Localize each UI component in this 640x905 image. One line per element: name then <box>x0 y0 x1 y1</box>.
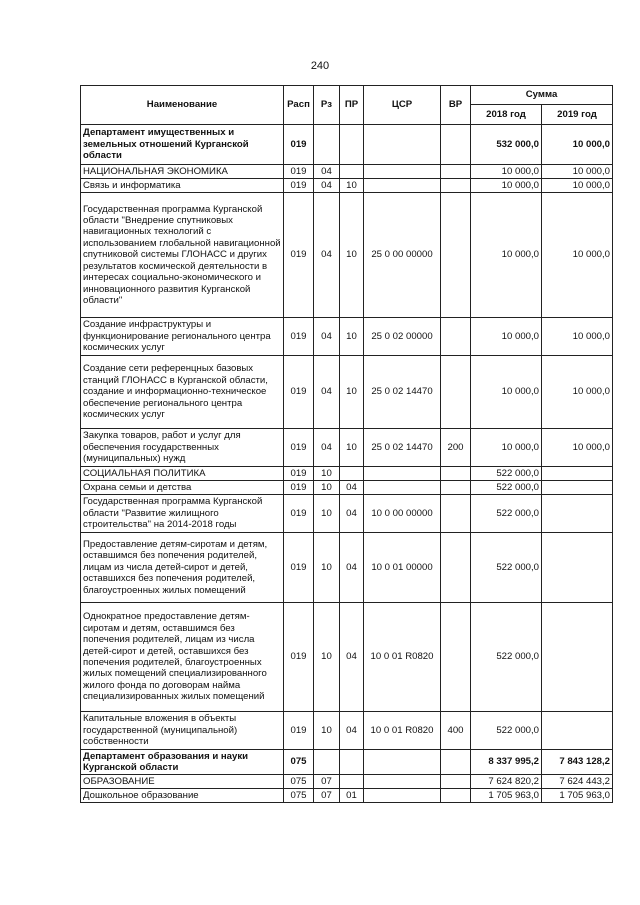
cell-pr: 10 <box>340 179 364 193</box>
cell-y2018: 7 624 820,2 <box>471 775 542 789</box>
cell-vr <box>441 603 471 712</box>
cell-csr: 25 0 00 00000 <box>364 193 441 318</box>
header-sum: Сумма <box>471 86 613 105</box>
cell-name: ОБРАЗОВАНИЕ <box>81 775 284 789</box>
cell-rasp: 019 <box>284 179 314 193</box>
budget-table <box>80 85 613 803</box>
cell-y2019: 10 000,0 <box>542 179 613 193</box>
cell-y2018: 10 000,0 <box>471 179 542 193</box>
cell-csr <box>364 467 441 481</box>
cell-y2018: 522 000,0 <box>471 481 542 495</box>
cell-csr: 10 0 01 R0820 <box>364 603 441 712</box>
cell-name: НАЦИОНАЛЬНАЯ ЭКОНОМИКА <box>81 165 284 179</box>
cell-rz: 07 <box>314 775 340 789</box>
cell-name: Капитальные вложения в объекты государственной (муниципальной) собственности <box>81 712 284 750</box>
cell-y2018: 522 000,0 <box>471 467 542 481</box>
cell-y2019: 7 843 128,2 <box>542 750 613 775</box>
cell-y2018: 522 000,0 <box>471 712 542 750</box>
cell-rz: 10 <box>314 533 340 603</box>
table-row <box>81 193 613 318</box>
cell-name: Дошкольное образование <box>81 789 284 803</box>
cell-y2018: 1 705 963,0 <box>471 789 542 803</box>
cell-pr: 04 <box>340 712 364 750</box>
cell-csr: 10 0 01 00000 <box>364 533 441 603</box>
cell-csr <box>364 789 441 803</box>
cell-y2019: 10 000,0 <box>542 193 613 318</box>
cell-rasp: 019 <box>284 712 314 750</box>
header-name: Наименование <box>81 86 284 125</box>
table-row <box>81 125 613 165</box>
header-2019: 2019 год <box>542 105 613 125</box>
cell-pr <box>340 750 364 775</box>
cell-name: Охрана семьи и детства <box>81 481 284 495</box>
cell-pr: 10 <box>340 356 364 429</box>
cell-vr: 400 <box>441 712 471 750</box>
table-row <box>81 481 613 495</box>
cell-csr: 10 0 00 00000 <box>364 495 441 533</box>
cell-vr <box>441 789 471 803</box>
cell-csr: 10 0 01 R0820 <box>364 712 441 750</box>
table-row <box>81 750 613 775</box>
cell-name: Закупка товаров, работ и услуг для обеспечения государственных (муниципальных) нужд <box>81 429 284 467</box>
cell-y2019: 10 000,0 <box>542 318 613 356</box>
cell-csr <box>364 481 441 495</box>
cell-vr <box>441 125 471 165</box>
cell-y2019 <box>542 481 613 495</box>
cell-vr <box>441 467 471 481</box>
cell-y2018: 522 000,0 <box>471 603 542 712</box>
cell-rasp: 075 <box>284 750 314 775</box>
cell-y2019 <box>542 603 613 712</box>
cell-pr: 10 <box>340 429 364 467</box>
cell-vr: 200 <box>441 429 471 467</box>
cell-rasp: 019 <box>284 125 314 165</box>
cell-rasp: 019 <box>284 495 314 533</box>
cell-rz: 10 <box>314 481 340 495</box>
cell-rz: 04 <box>314 165 340 179</box>
cell-pr: 04 <box>340 481 364 495</box>
cell-rz <box>314 125 340 165</box>
header-rasp: Расп <box>284 86 314 125</box>
cell-name: Государственная программа Курганской области "Развитие жилищного строительства" на 2014-2018 годы <box>81 495 284 533</box>
cell-rasp: 075 <box>284 789 314 803</box>
cell-pr: 10 <box>340 193 364 318</box>
cell-rasp: 019 <box>284 481 314 495</box>
cell-vr <box>441 165 471 179</box>
table-row <box>81 495 613 533</box>
cell-rasp: 019 <box>284 467 314 481</box>
cell-vr <box>441 179 471 193</box>
header-csr: ЦСР <box>364 86 441 125</box>
cell-csr <box>364 775 441 789</box>
cell-y2018: 522 000,0 <box>471 533 542 603</box>
cell-y2019: 7 624 443,2 <box>542 775 613 789</box>
table-row <box>81 533 613 603</box>
cell-rz <box>314 750 340 775</box>
cell-vr <box>441 481 471 495</box>
cell-pr: 10 <box>340 318 364 356</box>
cell-rasp: 019 <box>284 318 314 356</box>
table-row <box>81 318 613 356</box>
cell-y2019 <box>542 467 613 481</box>
cell-vr <box>441 495 471 533</box>
cell-rz: 04 <box>314 356 340 429</box>
cell-y2018: 10 000,0 <box>471 318 542 356</box>
table-row <box>81 356 613 429</box>
cell-name: Государственная программа Курганской области "Внедрение спутниковых навигационных технологий с использованием глобальной навигационной спутниковой системы ГЛОНАСС и других результатов космической деятельности в интересах социально-экономического и инновационного развития Курганской области" <box>81 193 284 318</box>
cell-y2019: 10 000,0 <box>542 356 613 429</box>
cell-name: Департамент имущественных и земельных отношений Курганской области <box>81 125 284 165</box>
cell-y2019 <box>542 495 613 533</box>
cell-rasp: 019 <box>284 193 314 318</box>
table-row <box>81 429 613 467</box>
cell-y2018: 10 000,0 <box>471 429 542 467</box>
cell-name: Создание инфраструктуры и функционирование регионального центра космических услуг <box>81 318 284 356</box>
cell-csr: 25 0 02 14470 <box>364 356 441 429</box>
cell-pr <box>340 775 364 789</box>
cell-y2018: 10 000,0 <box>471 356 542 429</box>
table-row <box>81 712 613 750</box>
cell-rz: 04 <box>314 193 340 318</box>
table-row <box>81 789 613 803</box>
cell-csr: 25 0 02 14470 <box>364 429 441 467</box>
cell-y2019: 10 000,0 <box>542 125 613 165</box>
cell-y2019: 10 000,0 <box>542 165 613 179</box>
cell-name: Создание сети референцных базовых станций ГЛОНАСС в Курганской области, создание и информационно-техническое обеспечение регионального центра космических услуг <box>81 356 284 429</box>
cell-rasp: 019 <box>284 165 314 179</box>
cell-csr <box>364 750 441 775</box>
table-row <box>81 179 613 193</box>
cell-name: СОЦИАЛЬНАЯ ПОЛИТИКА <box>81 467 284 481</box>
cell-name: Однократное предоставление детям-сиротам и детям, оставшимся без попечения родителей, лицам из числа детей-сирот и детей, оставшихся без попечения родителей, благоустроенных жилых помещений специализированного жилого фонда по договорам найма специализированных жилых помещений <box>81 603 284 712</box>
cell-rasp: 019 <box>284 533 314 603</box>
cell-rz: 10 <box>314 467 340 481</box>
cell-pr: 04 <box>340 495 364 533</box>
cell-csr <box>364 165 441 179</box>
cell-y2018: 532 000,0 <box>471 125 542 165</box>
cell-rz: 04 <box>314 179 340 193</box>
cell-csr <box>364 125 441 165</box>
cell-y2018: 10 000,0 <box>471 165 542 179</box>
table-body <box>81 125 613 803</box>
cell-vr <box>441 318 471 356</box>
page-number: 240 <box>310 60 330 72</box>
cell-rasp: 075 <box>284 775 314 789</box>
cell-rz: 04 <box>314 318 340 356</box>
header-pr: ПР <box>340 86 364 125</box>
cell-rz: 10 <box>314 603 340 712</box>
cell-vr <box>441 750 471 775</box>
cell-pr <box>340 165 364 179</box>
cell-rz: 07 <box>314 789 340 803</box>
header-vr: ВР <box>441 86 471 125</box>
table-row <box>81 467 613 481</box>
table-row <box>81 165 613 179</box>
cell-vr <box>441 533 471 603</box>
cell-name: Связь и информатика <box>81 179 284 193</box>
header-rz: Рз <box>314 86 340 125</box>
cell-pr: 04 <box>340 603 364 712</box>
table-row <box>81 603 613 712</box>
cell-rz: 10 <box>314 712 340 750</box>
cell-y2018: 10 000,0 <box>471 193 542 318</box>
cell-y2019 <box>542 533 613 603</box>
cell-vr <box>441 356 471 429</box>
cell-y2019 <box>542 712 613 750</box>
cell-name: Предоставление детям-сиротам и детям, оставшимся без попечения родителей, лицам из числа детей-сирот и детей, оставшихся без попечения родителей, благоустроенных жилых помещений <box>81 533 284 603</box>
cell-rasp: 019 <box>284 429 314 467</box>
cell-rasp: 019 <box>284 603 314 712</box>
table-row <box>81 775 613 789</box>
cell-pr: 04 <box>340 533 364 603</box>
cell-rz: 04 <box>314 429 340 467</box>
cell-y2019: 10 000,0 <box>542 429 613 467</box>
cell-y2018: 522 000,0 <box>471 495 542 533</box>
cell-vr <box>441 775 471 789</box>
cell-rasp: 019 <box>284 356 314 429</box>
cell-pr <box>340 467 364 481</box>
cell-pr <box>340 125 364 165</box>
cell-rz: 10 <box>314 495 340 533</box>
cell-y2019: 1 705 963,0 <box>542 789 613 803</box>
cell-y2018: 8 337 995,2 <box>471 750 542 775</box>
cell-csr: 25 0 02 00000 <box>364 318 441 356</box>
cell-csr <box>364 179 441 193</box>
cell-name: Департамент образования и науки Курганской области <box>81 750 284 775</box>
header-2018: 2018 год <box>471 105 542 125</box>
cell-vr <box>441 193 471 318</box>
cell-pr: 01 <box>340 789 364 803</box>
